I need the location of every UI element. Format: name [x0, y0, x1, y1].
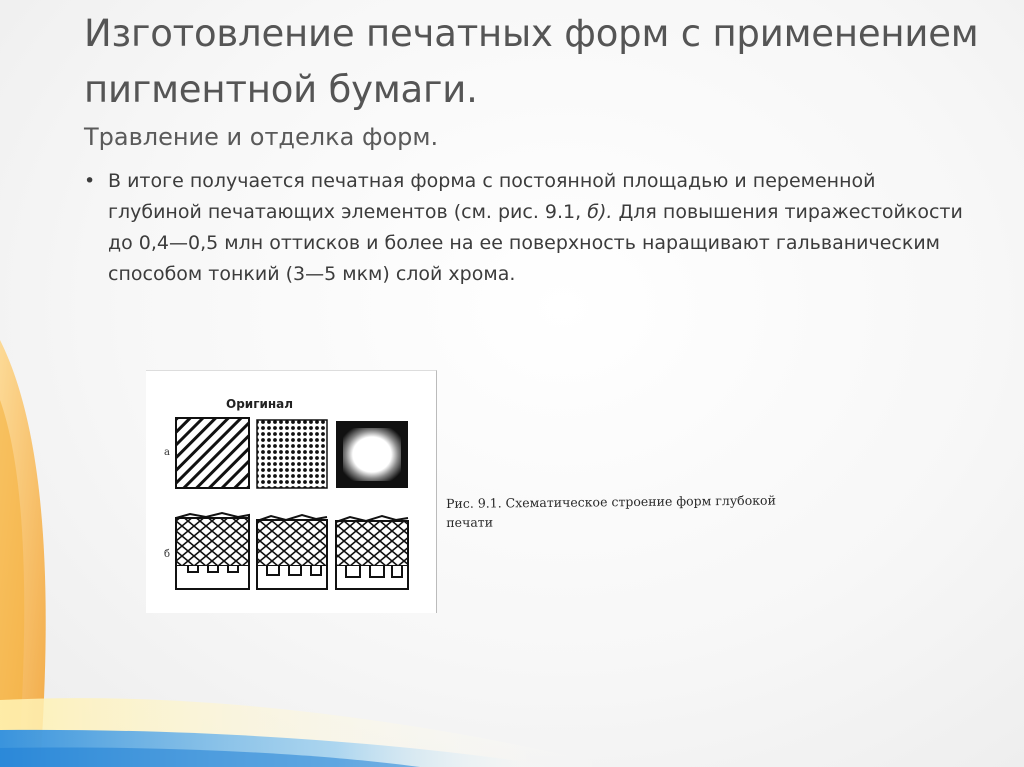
figure-caption: Рис. 9.1. Схематическое строение форм глубокой печати — [446, 492, 776, 530]
form-block-1 — [176, 513, 249, 589]
bullet-paragraph — [108, 166, 964, 290]
original-hatch-square — [176, 418, 249, 488]
form-block-3 — [336, 516, 408, 589]
figure-label-original: Оригинал — [226, 397, 294, 411]
figure-diagram — [146, 370, 437, 613]
title-subtitle: Травление и отделка форм. — [84, 123, 439, 151]
title-main: Изготовление печатных форм с применением пигментной бумаги. — [84, 12, 979, 111]
paragraph-text-part2: Для повышения тиражестойкости до 0,4—0,5 млн оттисков и более на ее поверхность наращивают гальваническим способом тонкий (3—5 мкм) слой хрома. — [108, 201, 963, 285]
row-label-a: а — [164, 447, 170, 458]
form-block-2 — [257, 515, 327, 589]
original-dot-square — [257, 420, 327, 488]
bullet-item — [84, 166, 964, 290]
slide-title — [84, 6, 984, 156]
bullet-marker: • — [84, 170, 96, 192]
row-label-b: б — [164, 549, 171, 560]
paragraph-text-part1: В итоге получается печатная форма с постоянной площадью и переменной глубиной печатающих элементов (см. рис. 9.1, — [108, 170, 876, 223]
original-solid-square-inner — [343, 428, 401, 481]
paragraph-text-italic: б). — [587, 201, 613, 223]
body-text — [84, 166, 964, 290]
